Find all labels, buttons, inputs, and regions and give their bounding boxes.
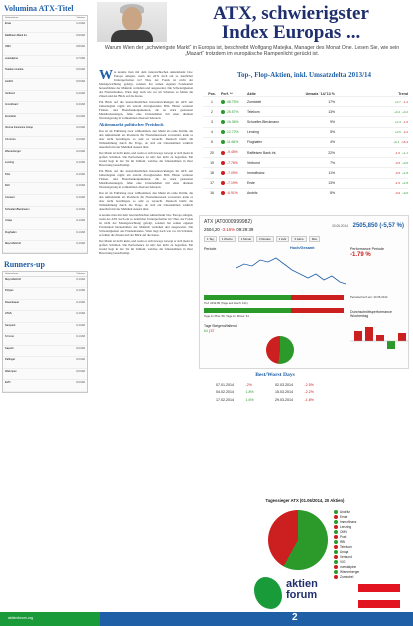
volume-value: 0,2 Mrd	[76, 114, 85, 118]
aktienforum-text	[286, 579, 318, 601]
volume-value: 0,1 Mrd	[76, 161, 85, 165]
company-name: Schoeller-Bleckmann	[5, 207, 30, 211]
col-header: Unternehmen	[5, 272, 19, 275]
pos-cell: 17	[210, 181, 214, 186]
performance-value: -1.79 %	[350, 252, 371, 258]
volume-value: 0,9 Mrd	[76, 33, 85, 37]
legend-label: Wienerberger	[340, 570, 360, 574]
list-item	[3, 230, 87, 242]
pos-cell: 2	[211, 109, 213, 114]
table-row	[216, 389, 334, 397]
perf-cell: -7.19%	[221, 181, 247, 185]
pos-cell: 19	[210, 160, 214, 165]
period-tab[interactable]: Max	[309, 236, 320, 242]
company-name: Post	[5, 172, 11, 176]
volume-value: 0,1 Mrd	[76, 312, 85, 316]
trend-cell: -0.5 +0.5	[394, 160, 408, 165]
company-name: EVN	[5, 381, 11, 385]
legend-swatch	[334, 560, 338, 564]
list-item	[3, 21, 87, 33]
tage-down: 57	[210, 329, 215, 333]
trend-cell: -0.5 +1.8	[394, 170, 408, 175]
tage-label: Tage Steigend/fallend	[204, 324, 237, 328]
cell: -2.5%	[304, 382, 314, 387]
legend-label: Immofinanz	[340, 520, 357, 524]
company-name: Semperit	[5, 323, 16, 327]
list-item	[3, 183, 87, 195]
umsatz-cell: 7%	[330, 160, 335, 165]
photo-suit	[111, 30, 153, 42]
legend-swatch	[334, 555, 338, 559]
volume-value: 0,1 Mrd	[76, 300, 85, 304]
list-item	[3, 207, 87, 219]
list-item	[3, 79, 87, 91]
updown-bar	[204, 308, 344, 313]
list-item	[3, 125, 87, 137]
legend-label: Andritz	[340, 510, 350, 514]
volume-value: 0,0 Mrd	[76, 381, 85, 385]
volumina-table	[2, 15, 88, 254]
company-name: Raiffeisen Bank Int.	[5, 33, 28, 37]
legend-label: Uniqa	[340, 550, 349, 554]
volume-value: 0,1 Mrd	[76, 195, 85, 199]
volume-value: 0,1 Mrd	[76, 172, 85, 176]
topflop-title: Top-, Flop-Aktien, inkl. Umsatzdelta 2013/14	[236, 71, 372, 79]
table-row	[203, 96, 408, 106]
company-name: Mayr-Melnhof	[5, 277, 21, 281]
legend-swatch	[334, 515, 338, 519]
col-header: Trend	[398, 92, 408, 96]
list-item	[3, 137, 87, 149]
weekday-bar	[387, 341, 395, 349]
perf-cell: 16.36%	[221, 120, 247, 124]
trend-cell: -1.0 +1.1	[394, 150, 408, 155]
legend-swatch	[334, 550, 338, 554]
trend-dot	[221, 120, 225, 124]
list-item	[3, 241, 87, 253]
trend-dot	[221, 110, 225, 114]
company-name: Mayr-Melnhof	[5, 242, 21, 246]
table-row	[203, 188, 408, 198]
trend-dot	[221, 181, 225, 185]
col-header: Aktie	[247, 92, 256, 96]
pos-cell: 18	[210, 170, 214, 175]
umsatz-cell: 5%	[330, 130, 335, 135]
list-item	[3, 334, 87, 346]
article-paragraph: Das ist als Erklärung zwar willkommen, den Markt als reine Politik, die den Aktienmarkt als Preisbock für Finanzinteressen verwendet, kann es aber nicht bewältigen, so sehr es versucht. Dennoch bleibt die Wahrnehmung durch die Frage, ob sich ein Unternehmen wirklich dauerhaft mit der Mehrheit steuern lässt.	[99, 129, 193, 149]
list-item	[3, 33, 87, 45]
stock-name: Andritz	[247, 191, 258, 196]
company-name: Uniqa	[5, 219, 12, 223]
bestworst-rows	[216, 381, 334, 404]
umsatz-cell: 9%	[330, 119, 335, 124]
company-name: RHI	[5, 184, 10, 188]
period-tab[interactable]: 3 Jahre	[291, 236, 306, 242]
trend-cell: +0.4 -1.6	[394, 119, 408, 124]
trend-dot	[221, 151, 225, 155]
volumina-title: Volumina ATX-Titel	[4, 4, 74, 13]
trend-cell: +0.1 -16.4	[393, 140, 408, 145]
umsatz-cell: 17%	[328, 99, 335, 104]
period-tab[interactable]: 1 Tag	[204, 236, 217, 242]
volumina-rows	[3, 21, 87, 253]
legend-swatch	[334, 525, 338, 529]
company-name: Immofinanz	[5, 103, 19, 107]
headline-line-1: ATX, schwierigster	[213, 3, 369, 24]
company-name: AT&S	[5, 312, 12, 316]
atx-name: ATX (AT0000999982)	[204, 219, 252, 225]
umsatz-cell: 11%	[328, 170, 335, 175]
table-row	[203, 116, 408, 126]
trend-dot	[221, 161, 225, 165]
company-name: Palfinger	[5, 358, 16, 362]
volume-value: 0,2 Mrd	[76, 137, 85, 141]
table-row	[203, 157, 408, 167]
runners-table	[2, 271, 88, 393]
legend-label: voestalpine	[340, 565, 357, 569]
topflop-table	[203, 84, 408, 198]
col-header: Unternehmen	[5, 17, 19, 19]
atx-tabs	[204, 236, 320, 242]
atx-line	[236, 258, 346, 284]
volume-value: 0,1 Mrd	[76, 277, 85, 281]
volume-value: 0,1 Mrd	[76, 242, 85, 246]
col-header: Volumen	[76, 17, 85, 19]
logo-line-1: aktien	[286, 578, 318, 590]
trend-dot	[221, 130, 225, 134]
company-name: Vienna Insurance Group	[5, 126, 34, 130]
list-item	[3, 311, 87, 323]
article-text: ie konnte man mit dem österreichischen Aktienmarkt bzw. Europa anlegen, wenn der ATX doch ein so deutlicher Underperformer ist? Nun, der Fonds ist nicht der Marktgewichtung gefolgt, sondern hat seinen eigenen Fondsanteil herausbildete der Maßstab verliehen und ausgeweitet. Die Schwierigkeiten des Finanzmarktes, Wien liegt nach wie vor im Schatten, es fehlen die Zinsen und der Blick auf die Kurse.	[99, 70, 193, 98]
trend-cell: +0.6 -2.2	[394, 130, 408, 135]
tagessieger-pie	[268, 510, 328, 570]
article-paragraph: Das ist als Erklärung zwar willkommen, den Markt als reine Politik, die den Aktienmarkt als Preisbock für Finanzinteressen verwendet, kann es aber nicht bewältigen, so sehr es versucht. Dennoch bleibt die Wahrnehmung durch die Frage, ob sich ein Unternehmen wirklich dauerhaft mit der Mehrheit steuern lässt.	[99, 191, 193, 211]
austrian-flag	[358, 584, 400, 608]
list-item	[3, 44, 87, 56]
author-photo	[97, 2, 167, 42]
legend-swatch	[334, 540, 338, 544]
cell: 04.02.2014	[216, 390, 234, 395]
volume-value: 0,5 Mrd	[76, 68, 85, 72]
company-name: Kapsch	[5, 346, 14, 350]
legend-swatch	[334, 510, 338, 514]
volume-value: 0,1 Mrd	[76, 323, 85, 327]
perf-cell: 48.75%	[221, 100, 247, 104]
atx-sparkline	[234, 250, 348, 290]
company-name: CA Immo	[5, 137, 16, 141]
cell: 1.8%	[245, 390, 254, 395]
cell: 02.03.2014	[275, 382, 293, 387]
perf-cell: -7.76%	[221, 161, 247, 165]
atx-change: -3.16%	[221, 227, 236, 232]
list-item	[3, 357, 87, 369]
list-item	[3, 369, 87, 381]
list-item	[3, 277, 87, 289]
list-item	[3, 102, 87, 114]
subtitle: Warum Wien der „schwierigste Markt“ in Europa ist, beschreibt Wolfgang Matejka, Manager des Monat One. Lesen Sie, wie sein „Mazart“ trotzdem im europäische Rampenlicht gerückt ist.	[104, 45, 400, 58]
list-item	[3, 300, 87, 312]
trend-cell: -0.9 +0.6	[394, 191, 408, 196]
legend-label: Verbund	[340, 555, 352, 559]
company-name: Erste	[5, 22, 12, 25]
legend-swatch	[334, 530, 338, 534]
volume-value: 0,5 Mrd	[76, 79, 85, 83]
article-paragraph: Der Markt ist nicht klein, und wenn er sich bewegt, bewegt er sich meist in großen Schritten. Die Performance ist teils fast nicht zu begreifen. Ein Grund liegt in der Tat im Umfeld, welches die Unternehmen in ihrer Bewertung benachteiligt.	[99, 239, 193, 255]
col-header: Pos.	[208, 92, 216, 96]
stock-name: Zumtobel	[247, 99, 262, 104]
article-subheading: Aktienmarkt politischer Preisbock	[99, 122, 164, 127]
volume-value: 0,0 Mrd	[76, 358, 85, 362]
table-row	[203, 106, 408, 116]
left-column	[2, 2, 88, 393]
volume-value: 0,1 Mrd	[76, 219, 85, 223]
pos-cell: 3	[211, 119, 213, 124]
period-tab[interactable]: 1 Monat	[238, 236, 254, 242]
legend-swatch	[334, 520, 338, 524]
list-item	[3, 218, 87, 230]
tage-up: 64	[204, 329, 208, 333]
runners-title: Runners-up	[4, 259, 45, 269]
volume-value: 0,2 Mrd	[76, 149, 85, 153]
trend-cell: +0.7 -1.2	[394, 99, 408, 104]
legend-swatch	[334, 575, 338, 579]
table-row	[203, 147, 408, 157]
volume-value: 0,1 Mrd	[76, 289, 85, 293]
pos-cell: 16	[210, 191, 214, 196]
logo-line-2: forum	[286, 589, 318, 601]
article-paragraph: Ein Blick auf die unterschiedlichen Kursentwicklungen im ATX seit Jahresbeginn ergibt ein extrem divergierendes Bild. Hinter weiteren Firmen- und Branchenkonjunkturen, die zu stark gestreuten Marktbedeutungen, fehle eine Unternehmen mit einer direkten Wertsteigerung in vollkommen diversen Sektoren.	[99, 100, 193, 120]
company-name: Rosenbauer	[5, 300, 20, 304]
legend-label: OMV	[340, 530, 348, 534]
volume-value: 0,1 Mrd	[76, 335, 85, 339]
umsatz-cell: 4%	[330, 140, 335, 145]
bestworst-table	[216, 372, 334, 404]
trend-cell: +0.4 +0.2	[394, 109, 408, 114]
topflop-rows	[203, 96, 408, 198]
dropcap: W	[99, 68, 113, 83]
company-name: Polytec	[5, 289, 14, 293]
list-item	[3, 160, 87, 172]
volume-value: 0,1 Mrd	[76, 207, 85, 211]
col-header: Umsatz ´14/´13 %	[305, 92, 335, 96]
trend-dot	[221, 140, 225, 144]
legend-swatch	[334, 565, 338, 569]
bestworst-title: Best/Worst Days	[255, 372, 295, 378]
volume-value: 0,4 Mrd	[76, 91, 85, 95]
perf-cell: 25.57%	[221, 110, 247, 114]
footer-text: aktienforum.org	[8, 616, 33, 620]
legend-label: VIG	[340, 560, 346, 564]
runners-rows	[3, 277, 87, 392]
table-row	[203, 137, 408, 147]
list-item	[3, 323, 87, 335]
list-item	[3, 288, 87, 300]
trend-dot	[221, 100, 225, 104]
weekday-perf-label: Durchschnittsperformance Wochentag	[350, 310, 392, 318]
atx-widget	[199, 215, 409, 369]
weekday-bar	[376, 335, 384, 341]
perf-cell: -9.45%	[221, 150, 247, 154]
volume-value: 0,2 Mrd	[76, 126, 85, 130]
stock-name: Immofinanz	[247, 170, 265, 175]
weekday-bar	[365, 327, 373, 341]
atx-big-value: 2505,850 (-5,57 %)	[352, 223, 404, 229]
article-paragraph	[99, 70, 193, 98]
list-item	[3, 91, 87, 103]
atx-time: 09:29:39	[236, 227, 254, 232]
col-header: Volumen	[76, 272, 85, 275]
article-paragraph: Ein Blick auf die unterschiedlichen Kursentwicklungen im ATX seit Jahresbeginn ergibt ein extrem divergierendes Bild. Hinter weiteren Firmen- und Branchenkonjunkturen, die zu stark gestreuten Marktbedeutungen, fehle eine Unternehmen mit einer direkten Wertsteigerung in vollkommen diversen Sektoren.	[99, 169, 193, 189]
company-name: Conwert	[5, 195, 15, 199]
legend-swatch	[334, 545, 338, 549]
hoch-label: Hoch/Gesamt	[290, 246, 315, 250]
volume-value: 0,1 Mrd	[76, 184, 85, 188]
perf-cell: 12.72%	[221, 130, 247, 134]
headline-line-2: Index Europas ...	[221, 22, 361, 43]
company-name: S Immo	[5, 335, 14, 339]
company-name: Wienerberger	[5, 149, 21, 153]
legend-item	[334, 575, 359, 580]
table-row	[203, 178, 408, 188]
legend-label: RBI	[340, 540, 346, 544]
atx-price-line	[204, 227, 253, 232]
legend-label: Erste	[340, 515, 348, 519]
headline	[172, 4, 410, 42]
list-item	[3, 56, 87, 68]
volume-value: 0,1 Mrd	[76, 230, 85, 234]
stock-name: Telekom	[247, 109, 260, 114]
cell: 1.6%	[245, 397, 254, 402]
article-paragraph: ie konnte man mit dem österreichischen Aktienmarkt bzw. Europa anlegen, wenn der ATX doch ein so deutlicher Underperformer ist? Nun, der Fonds ist nicht der Marktgewichtung gefolgt, sondern hat seinen eigenen Fondsanteil herausbildete der Maßstab verliehen und ausgeweitet. Die Schwierigkeiten des Finanzmarktes, Wien liegt nach wie vor im Schatten, es fehlen die Zinsen und der Blick auf die Kurse.	[99, 213, 193, 237]
stock-name: Erste	[247, 181, 255, 186]
pos-cell: 1	[211, 99, 213, 104]
table-row	[203, 127, 408, 137]
company-name: voestalpine	[5, 56, 19, 60]
umsatz-cell: 13%	[328, 181, 335, 186]
list-item	[3, 67, 87, 79]
volume-value: 0,0 Mrd	[76, 369, 85, 373]
period-tab[interactable]: 1 Woche	[219, 236, 236, 242]
perf-cell: -7.09%	[221, 171, 247, 175]
period-tab[interactable]: 3 Monate	[256, 236, 274, 242]
list-item	[3, 149, 87, 161]
company-name: Zumtobel	[5, 114, 16, 118]
legend-label: Lenzing	[340, 525, 352, 529]
stock-name: Schoeller-Bleckmann	[247, 119, 280, 124]
cell: 29.03.2014	[275, 397, 293, 402]
performance-label: Performance Periode	[350, 247, 384, 251]
atx-price: 2504,20	[204, 227, 220, 232]
legend-label: Zumtobel	[340, 575, 354, 579]
list-item	[3, 346, 87, 358]
volume-value: 0,4 Mrd	[76, 103, 85, 107]
article-paragraph: Der Markt ist nicht klein, und wenn er sich bewegt, bewegt er sich meist in großen Schritten. Die Performance ist teils fast nicht zu begreifen. Ein Grund liegt in der Tat im Umfeld, welches die Unternehmen in ihrer Bewertung benachteiligt.	[99, 151, 193, 167]
trend-dot	[221, 191, 225, 195]
updown-label: Tage im Plus: 66, Tage im Minus: 61	[204, 314, 249, 318]
tage-values: 64 | 57	[204, 329, 215, 333]
company-name: Lenzing	[5, 161, 15, 165]
table-row	[216, 381, 334, 389]
pos-cell: 4	[211, 130, 213, 135]
company-name: Flughafen	[5, 230, 17, 234]
page-number: 2	[292, 612, 298, 623]
highlow-label-left: Tief: 2432.86 (Tage seit Hoch: 121)	[204, 301, 248, 305]
col-header: Perf. **	[221, 92, 233, 96]
aktienforum-mark	[254, 577, 282, 609]
volume-value: 0,7 Mrd	[76, 56, 85, 60]
trend-cell: -1.0 +1.8	[394, 181, 408, 186]
stock-name: Flughafen	[247, 140, 263, 145]
weekday-perf-chart	[350, 319, 408, 367]
stock-name: Lenzing	[247, 130, 259, 135]
atx-date: 30.06.2014	[332, 224, 348, 228]
perf-cell: 11.66%	[221, 140, 247, 144]
table-row	[216, 396, 334, 404]
company-name: OMV	[5, 45, 11, 49]
pie-legend	[334, 510, 359, 580]
period-tab[interactable]: 1 Jahr	[276, 236, 290, 242]
legend-label: Telekom	[340, 545, 352, 549]
cell: 17.02.2014	[216, 397, 234, 402]
perf-cell: -6.91%	[221, 191, 247, 195]
list-item	[3, 380, 87, 392]
cell: -2.2%	[304, 390, 314, 395]
legend-swatch	[334, 535, 338, 539]
highlow-label-right: Periodenhoch am: 20.05.2014	[350, 295, 388, 299]
cell: 07.01.2014	[216, 382, 234, 387]
pos-cell: 5	[211, 140, 213, 145]
stock-name: Verbund	[247, 160, 260, 165]
pos-cell: 20	[210, 150, 214, 155]
company-name: Andritz	[5, 79, 14, 83]
updown-pie	[266, 336, 294, 364]
volume-value: 1,2 Mrd	[76, 22, 85, 25]
pie-title: Tagessieger ATX (01.06/2014, 20 Aktien)	[265, 498, 345, 503]
weekday-bar	[354, 331, 362, 341]
umsatz-cell: 8%	[330, 191, 335, 196]
volume-value: 0,8 Mrd	[76, 45, 85, 49]
photo-face	[122, 7, 142, 31]
company-name: Telekom Austria	[5, 68, 24, 72]
cell: 15.03.2014	[275, 390, 293, 395]
cell: -2%	[245, 382, 252, 387]
topflop-header	[203, 84, 408, 96]
highlow-bar	[204, 295, 344, 300]
trend-dot	[221, 171, 225, 175]
stock-name: Raiffeisen Bank Int.	[247, 150, 277, 155]
umsatz-cell: 13%	[328, 109, 335, 114]
legend-swatch	[334, 570, 338, 574]
list-item	[3, 114, 87, 126]
company-name: Verbund	[5, 91, 15, 95]
table-row	[203, 167, 408, 177]
volume-value: 0,0 Mrd	[76, 346, 85, 350]
period-label: Periode	[204, 247, 217, 251]
umsatz-cell: 22%	[328, 150, 335, 155]
cell: -1.8%	[304, 397, 314, 402]
list-item	[3, 195, 87, 207]
legend-label: Post	[340, 535, 347, 539]
company-name: Warimpex	[5, 369, 17, 373]
weekday-bar	[398, 333, 406, 341]
list-item	[3, 172, 87, 184]
article-body	[99, 70, 193, 257]
